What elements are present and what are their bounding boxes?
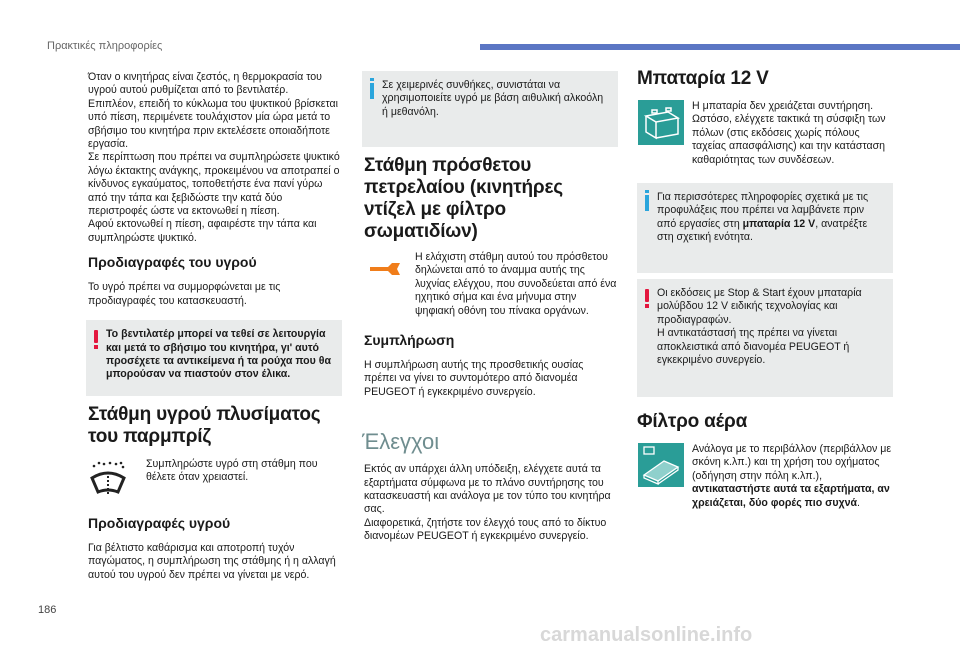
stop-start-warning-box [637,279,893,397]
paragraph: Σε περίπτωση που πρέπει να συμπληρώσετε ψυκτικό λόγω έκτακτης ανάγκης, προκειμένου να αποτραπεί ο κίνδυνος εγκαύματος, τοποθετήστε ένα πανί γύρω από την τάπα και ξεβιδώστε την κατά δύο περιστροφές ώστε να εκτονωθεί η πίεση. [88,151,340,218]
coolant-spec-text: Το υγρό πρέπει να συμμορφώνεται με τις προδιαγραφές του κατασκευαστή. [88,281,281,307]
washer-spec-heading: Προδιαγραφές υγρού [88,514,231,531]
additive-heading: Στάθμη πρόσθετου πετρελαίου (κινητήρες ντίζελ με φίλτρο σωματιδίων) [364,155,563,242]
warning-text: Το βεντιλατέρ μπορεί να τεθεί σε λειτουργία και μετά το σβήσιμο του κινητήρα, γι' αυτό προσέχετε τα αντικείμενα ή τα ρούχα που θα μπορούσαν να πιαστούν στον έλικα. [106,328,331,381]
info-icon [645,195,649,211]
info-text: Σε χειμερινές συνθήκες, συνιστάται να χρησιμοποιείτε υγρό με βάση αιθυλική αλκοόλη ή μεθανόλη. [382,79,604,118]
air-filter-icon [638,443,684,487]
paragraph: Η αντικατάστασή της πρέπει να γίνεται αποκλειστικά από διανομέα PEUGEOT ή εγκεκριμένο συνεργείο. [657,327,850,367]
battery-info-box [637,183,893,273]
battery-row [637,100,893,167]
washer-spec-text: Για βέλτιστο καθάρισμα και αποτροπή τυχόν παγώματος, η συμπλήρωση της στάθμης ή η αλλαγή αυτού του υγρού δεν πρέπει να γίνεται με νερό. [88,541,336,581]
filter-text: Ανάλογα με το περιβάλλον (περιβάλλον με σκόνη κ.λπ.) και τη χρήση του οχήματος (οδήγηση στην πόλη κ.λπ.), [692,443,892,482]
column-1 [86,71,342,582]
coolant-spec-heading: Προδιαγραφές του υγρού [88,254,257,271]
paragraph: Εκτός αν υπάρχει άλλη υπόδειξη, ελέγχετε αυτά τα εξαρτήματα σύμφωνα με το πλάνο συντήρησης του κατασκευαστή και ανάλογα με τον τύπο του κινητήρα σας. [364,463,611,516]
column-2 [362,71,618,544]
refill-text: Η συμπλήρωση αυτής της προσθετικής ουσίας πρέπει να γίνει το συντομότερο από διανομέα PEUGEOT ή εγκεκριμένο συνεργείο. [364,359,584,398]
washer-row [86,458,342,503]
column-3 [637,68,893,510]
additive-row [362,251,618,318]
battery-link-text: μπαταρία 12 V [742,217,816,230]
paragraph: Επιπλέον, επειδή το κύκλωμα του ψυκτικού βρίσκεται υπό πίεση, περιμένετε τουλάχιστον μία ώρα μετά το σβήσιμο του κινητήρα πριν εκτελέσετε οποιαδήποτε εργασία. [88,97,338,151]
air-filter-row [637,443,893,510]
wrench-icon [368,251,407,282]
warning-icon [645,289,649,302]
paragraph: Αφού εκτονωθεί η πίεση, αφαιρέστε την τάπα και συμπληρώστε ψυκτικό. [88,218,317,244]
battery-heading: Μπαταρία 12 V [637,68,769,89]
section-header: Πρακτικές πληροφορίες [47,40,163,52]
warning-text [657,287,885,367]
coolant-intro [86,71,342,245]
page-number: 186 [38,604,57,616]
washer-text: Συμπληρώστε υγρό στη στάθμη που θέλετε όταν χρειαστεί. [146,457,318,484]
info-text [657,191,885,245]
filter-text-bold: αντικαταστήστε αυτά τα εξαρτήματα, αν χρειάζεται, δύο φορές πιο συχνά [692,483,890,509]
checks-text [362,463,618,543]
checks-heading: Έλεγχοι [362,429,440,455]
wiper-icon [88,458,138,503]
paragraph: Διαφορετικά, ζητήστε τον έλεγχό τους από το δίκτυο διανομέων PEUGEOT ή εγκεκριμένο συνεργείο. [364,516,607,543]
refill-heading: Συμπλήρωση [364,332,455,349]
paragraph: Όταν ο κινητήρας είναι ζεστός, η θερμοκρασία του υγρού αυτού ρυθμίζεται από το βεντιλατέρ. [88,71,322,97]
paragraph: Οι εκδόσεις με Stop & Start έχουν μπαταρία μολύβδου 12 V ειδικής τεχνολογίας και προδιαγραφών. [657,287,862,326]
warning-icon [94,330,98,343]
watermark: carmanualsonline.info [540,624,753,646]
winter-info-box [362,71,618,147]
info-text-pre: Για περισσότερες πληροφορίες σχετικά με τις προφυλάξεις που πρέπει να λαμβάνετε πριν από εργασίες στη [657,191,869,230]
filter-text-end: . [857,496,860,509]
air-filter-text [692,443,892,510]
fan-warning-box [86,320,342,396]
washer-heading: Στάθμη υγρού πλυσίματος του παρμπρίζ [88,403,321,447]
info-text-post: , ανατρέξτε στη σχετική ενότητα. [657,217,868,244]
info-icon [370,83,374,99]
additive-text: Η ελάχιστη στάθμη αυτού του πρόσθετου δηλώνεται από το άναμμα αυτής της λυχνίας ελέγχου, που συνοδεύεται από ένα ηχητικό σήμα και ένα μήνυμα στην ψηφιακή οθόνη του πίνακα οργάνων. [415,251,617,317]
air-filter-heading: Φίλτρο αέρα [637,411,748,433]
battery-text: Η μπαταρία δεν χρειάζεται συντήρηση. Ωστόσο, ελέγχετε τακτικά τη σύσφιξη των πόλων (στις εκδόσεις χωρίς πόλους ταχείας απασφάλισης) και την κατάσταση καθαριότητας των συνδέσεων. [692,100,886,166]
battery-icon [638,100,684,145]
header-accent-bar [480,44,960,50]
